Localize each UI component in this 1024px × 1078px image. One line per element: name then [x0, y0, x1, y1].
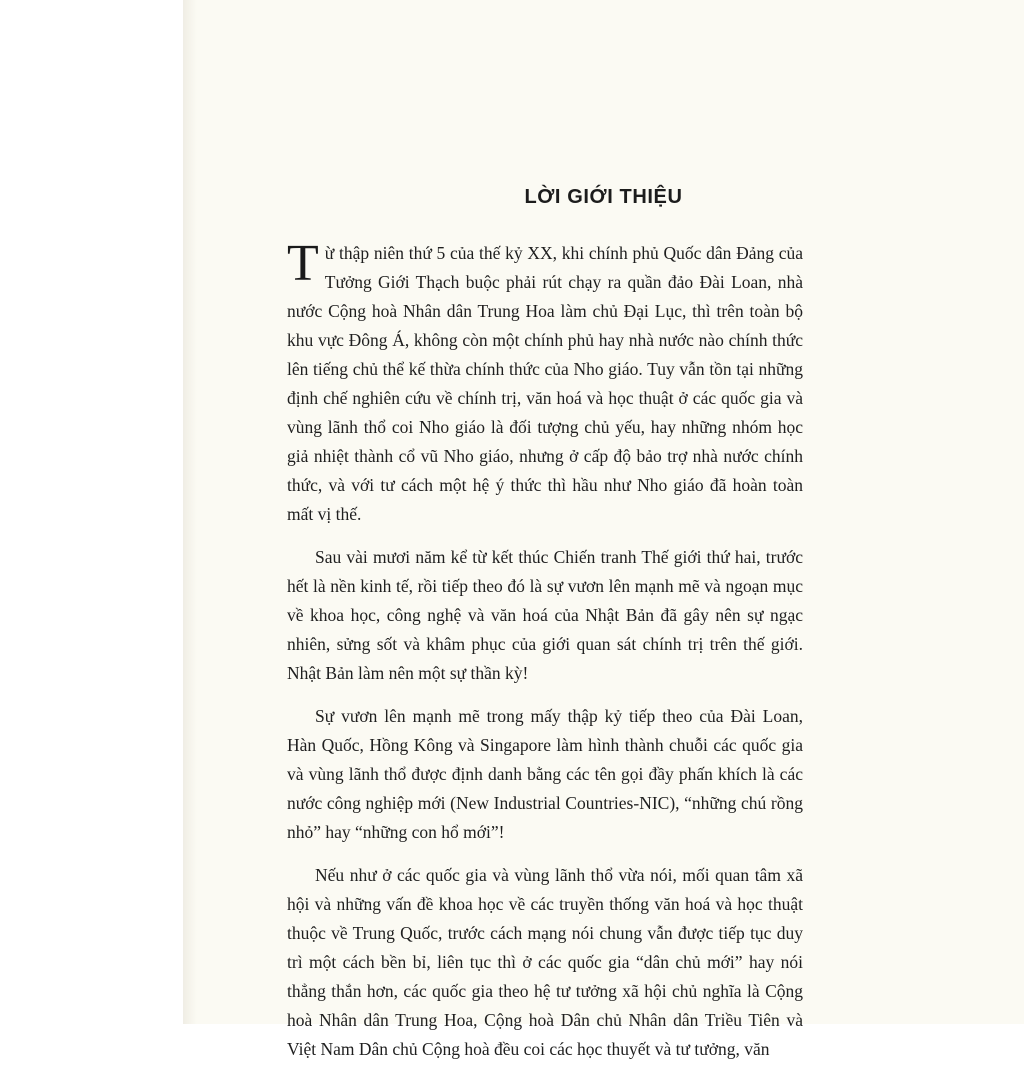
paragraph-2: Sau vài mươi năm kể từ kết thúc Chiến tranh Thế giới thứ hai, trước hết là nền kinh tế, rồi tiếp theo đó là sự vươn lên mạnh mẽ và ngoạn mục về khoa học, công nghệ và văn hoá của Nhật Bản đã gây nên sự ngạc nhiên, sửng sốt và khâm phục của giới quan sát chính trị trên thế giới. Nhật Bản làm nên một sự thần kỳ!: [287, 547, 803, 683]
paragraph-4: Nếu như ở các quốc gia và vùng lãnh thổ vừa nói, mối quan tâm xã hội và những vấn đề khoa học về các truyền thống văn hoá và học thuật thuộc về Trung Quốc, trước cách mạng nói chung vẫn được tiếp tục duy trì một cách bền bỉ, liên tục thì ở các quốc gia “dân chủ mới” hay nói thẳng thắn hơn, các quốc gia theo hệ tư tưởng xã hội chủ nghĩa là Cộng hoà Nhân dân Trung Hoa, Cộng hoà Dân chủ Nhân dân Triều Tiên và Việt Nam Dân chủ Cộng hoà đều coi các học thuyết và tư tưởng, văn: [287, 865, 803, 1059]
paragraph-1: [287, 235, 803, 529]
paragraph-3: Sự vươn lên mạnh mẽ trong mấy thập kỷ tiếp theo của Đài Loan, Hàn Quốc, Hồng Kông và Singapore làm hình thành chuỗi các quốc gia và vùng lãnh thổ được định danh bằng các tên gọi đầy phấn khích là các nước công nghiệp mới (New Industrial Countries-NIC), “những chú rồng nhỏ” hay “những con hổ mới”!: [287, 706, 803, 842]
book-page: [183, 0, 1024, 1059]
page-title: LỜI GIỚI THIỆU: [524, 186, 683, 208]
paragraph-1-text: ừ thập niên thứ 5 của thế kỷ XX, khi chính phủ Quốc dân Đảng của Tưởng Giới Thạch buộc phải rút chạy ra quần đảo Đài Loan, nhà nước Cộng hoà Nhân dân Trung Hoa làm chủ Đại Lục, thì trên toàn bộ khu vực Đông Á, không còn một chính phủ hay nhà nước nào chính thức lên tiếng chủ thể kế thừa chính thức của Nho giáo. Tuy vẫn tồn tại những định chế nghiên cứu về chính trị, văn hoá và học thuật ở các quốc gia và vùng lãnh thổ coi Nho giáo là đối tượng chủ yếu, hay những nhóm học giả nhiệt thành cổ vũ Nho giáo, nhưng ở cấp độ bảo trợ nhà nước chính thức, và với tư cách một hệ ý thức thì hầu như Nho giáo đã hoàn toàn mất vị thế.: [287, 243, 803, 524]
drop-cap: T: [287, 235, 319, 292]
body-text: [287, 235, 803, 1078]
